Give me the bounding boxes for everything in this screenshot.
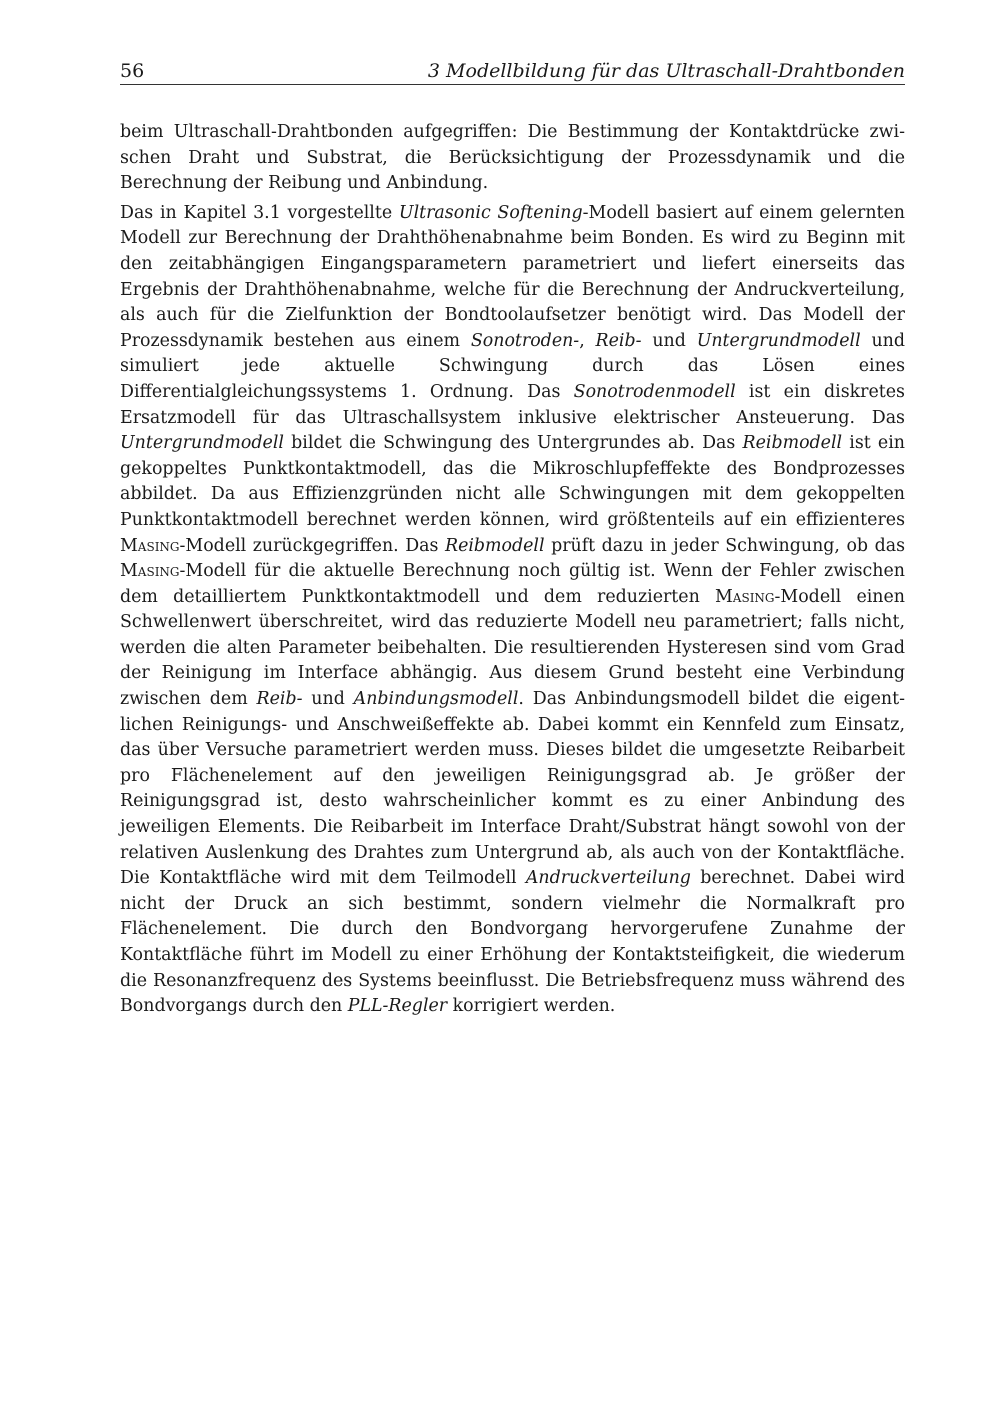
page-header [120, 58, 905, 85]
text-run: -Modell für die aktuelle Berechnung noch gültig ist. Wenn der Fehler zwischen dem detailliertem Punktkontaktmodell und dem reduzierten [120, 561, 905, 607]
emphasis-term: Ultrasonic Softening [398, 202, 583, 223]
body-text [120, 120, 905, 1024]
text-run: ist ein diskretes Ersatzmodell für das Ultraschallsystem inklusive elektrischer Ansteuerung. Das [120, 381, 905, 428]
text-run: bildet die Schwingung des Untergrundes ab. Das [283, 433, 743, 454]
emphasis-term: Sonotroden- [470, 330, 580, 351]
emphasis-term: Untergrundmodell [120, 433, 284, 454]
text-run: und [641, 330, 697, 351]
emphasis-term: Sonotrodenmodell [573, 381, 736, 402]
paragraph [120, 120, 905, 197]
emphasis-term: Untergrundmodell [696, 330, 861, 351]
text-run: Das in Kapitel 3.1 vorgestellte [120, 202, 399, 223]
emphasis-term: Andruckverteilung [525, 868, 691, 889]
text-run: -Modell basiert auf einem gelernten Modell zur Berechnung der Drahthöhenabnahme beim Bonden. Es wird zu Beginn mit den zeitabhängigen Eingangsparametern parametriert und liefert einerseits das Ergebnis der Drahthöhenabnahme, welche für die Berechnung der Andruckverteilung, als auch für die Zielfunktion der Bondtoolaufsetzer benötigt wird. Das Modell der Prozessdynamik bestehen aus einem [120, 202, 905, 351]
emphasis-term: Reib- [595, 330, 642, 351]
name-smallcaps: Masing [120, 535, 180, 556]
text-run: und simuliert jede aktuelle Schwingung durch das Lösen eines Differentialgleichungssystems 1. Ordnung. Das [120, 330, 905, 402]
text-run: -Modell einen Schwellenwert überschreitet, wird das reduzierte Modell neu parametriert; falls nicht, werden die alten Parameter beibehalten. Die resultierenden Hysteresen sind vom Grad der Reinigung im Interface abhängig. Aus diesem Grund besteht eine Verbindung zwischen dem [120, 586, 905, 710]
text-run: prüft dazu in jeder Schwingung, ob das [544, 535, 905, 556]
text-run: berechnet. Dabei wird nicht der Druck an sich bestimmt, sondern vielmehr die Normalkraft pro Flächenelement. Die durch den Bondvorgang hervorgerufene Zunahme der Kontaktfläche führt im Modell zu einer Erhöhung der Kontaktsteifigkeit, die wiederum die Resonanzfrequenz des Systems beeinflusst. Die Betriebsfrequenz muss während des Bondvorgangs durch den [120, 868, 905, 1017]
running-title: 3 Modellbildung für das Ultraschall-Drahtbonden [427, 60, 905, 82]
name-smallcaps: Masing [120, 561, 180, 582]
name-smallcaps: Masing [715, 586, 775, 607]
text-run: ist ein gekoppeltes Punktkontaktmodell, das die Mikroschlupfeffekte des Bondprozesses abbildet. Da aus Effizienzgründen nicht alle Schwingungen mit dem gekoppelten Punktkontaktmodell berechnet werden können, wird größtenteils auf ein effizienteres [120, 433, 905, 530]
text-run: beim Ultraschall-Drahtbonden aufgegriffen: Die Bestimmung der Kontaktdrücke zwischen Draht und Substrat, die Berücksichtigung der Prozessdynamik und die Berechnung der Reibung und Anbindung. [120, 122, 905, 194]
emphasis-term: Anbindungsmodell [353, 689, 519, 710]
emphasis-term: Reibmodell [742, 433, 843, 454]
emphasis-term: PLL-Regler [347, 996, 448, 1017]
paragraph [120, 201, 905, 1020]
page-number: 56 [120, 60, 145, 82]
text-run: -Modell zurückgegriffen. Das [179, 535, 445, 556]
text-run: korrigiert werden. [447, 996, 616, 1017]
text-run: und [302, 689, 354, 710]
text-run: , [579, 330, 596, 351]
emphasis-term: Reibmodell [444, 535, 545, 556]
text-run: . Das Anbindungsmodell bildet die eigentlichen Reinigungs- und Anschweißeffekte ab. Dabei kommt ein Kennfeld zum Einsatz, das über Versuche parametriert werden muss. Dieses bildet die umgesetzte Reibarbeit pro Flächenelement auf den jeweiligen Reinigungsgrad ab. Je größer der Reinigungsgrad ist, desto wahrscheinlicher kommt es zu einer Anbindung des jeweiligen Elements. Die Reibarbeit im Interface Draht/Substrat hängt sowohl von der relativen Auslenkung des Drahtes zum Untergrund ab, als auch von der Kontaktfläche. Die Kontaktfläche wird mit dem Teilmodell [120, 689, 906, 889]
emphasis-term: Reib- [256, 689, 303, 710]
